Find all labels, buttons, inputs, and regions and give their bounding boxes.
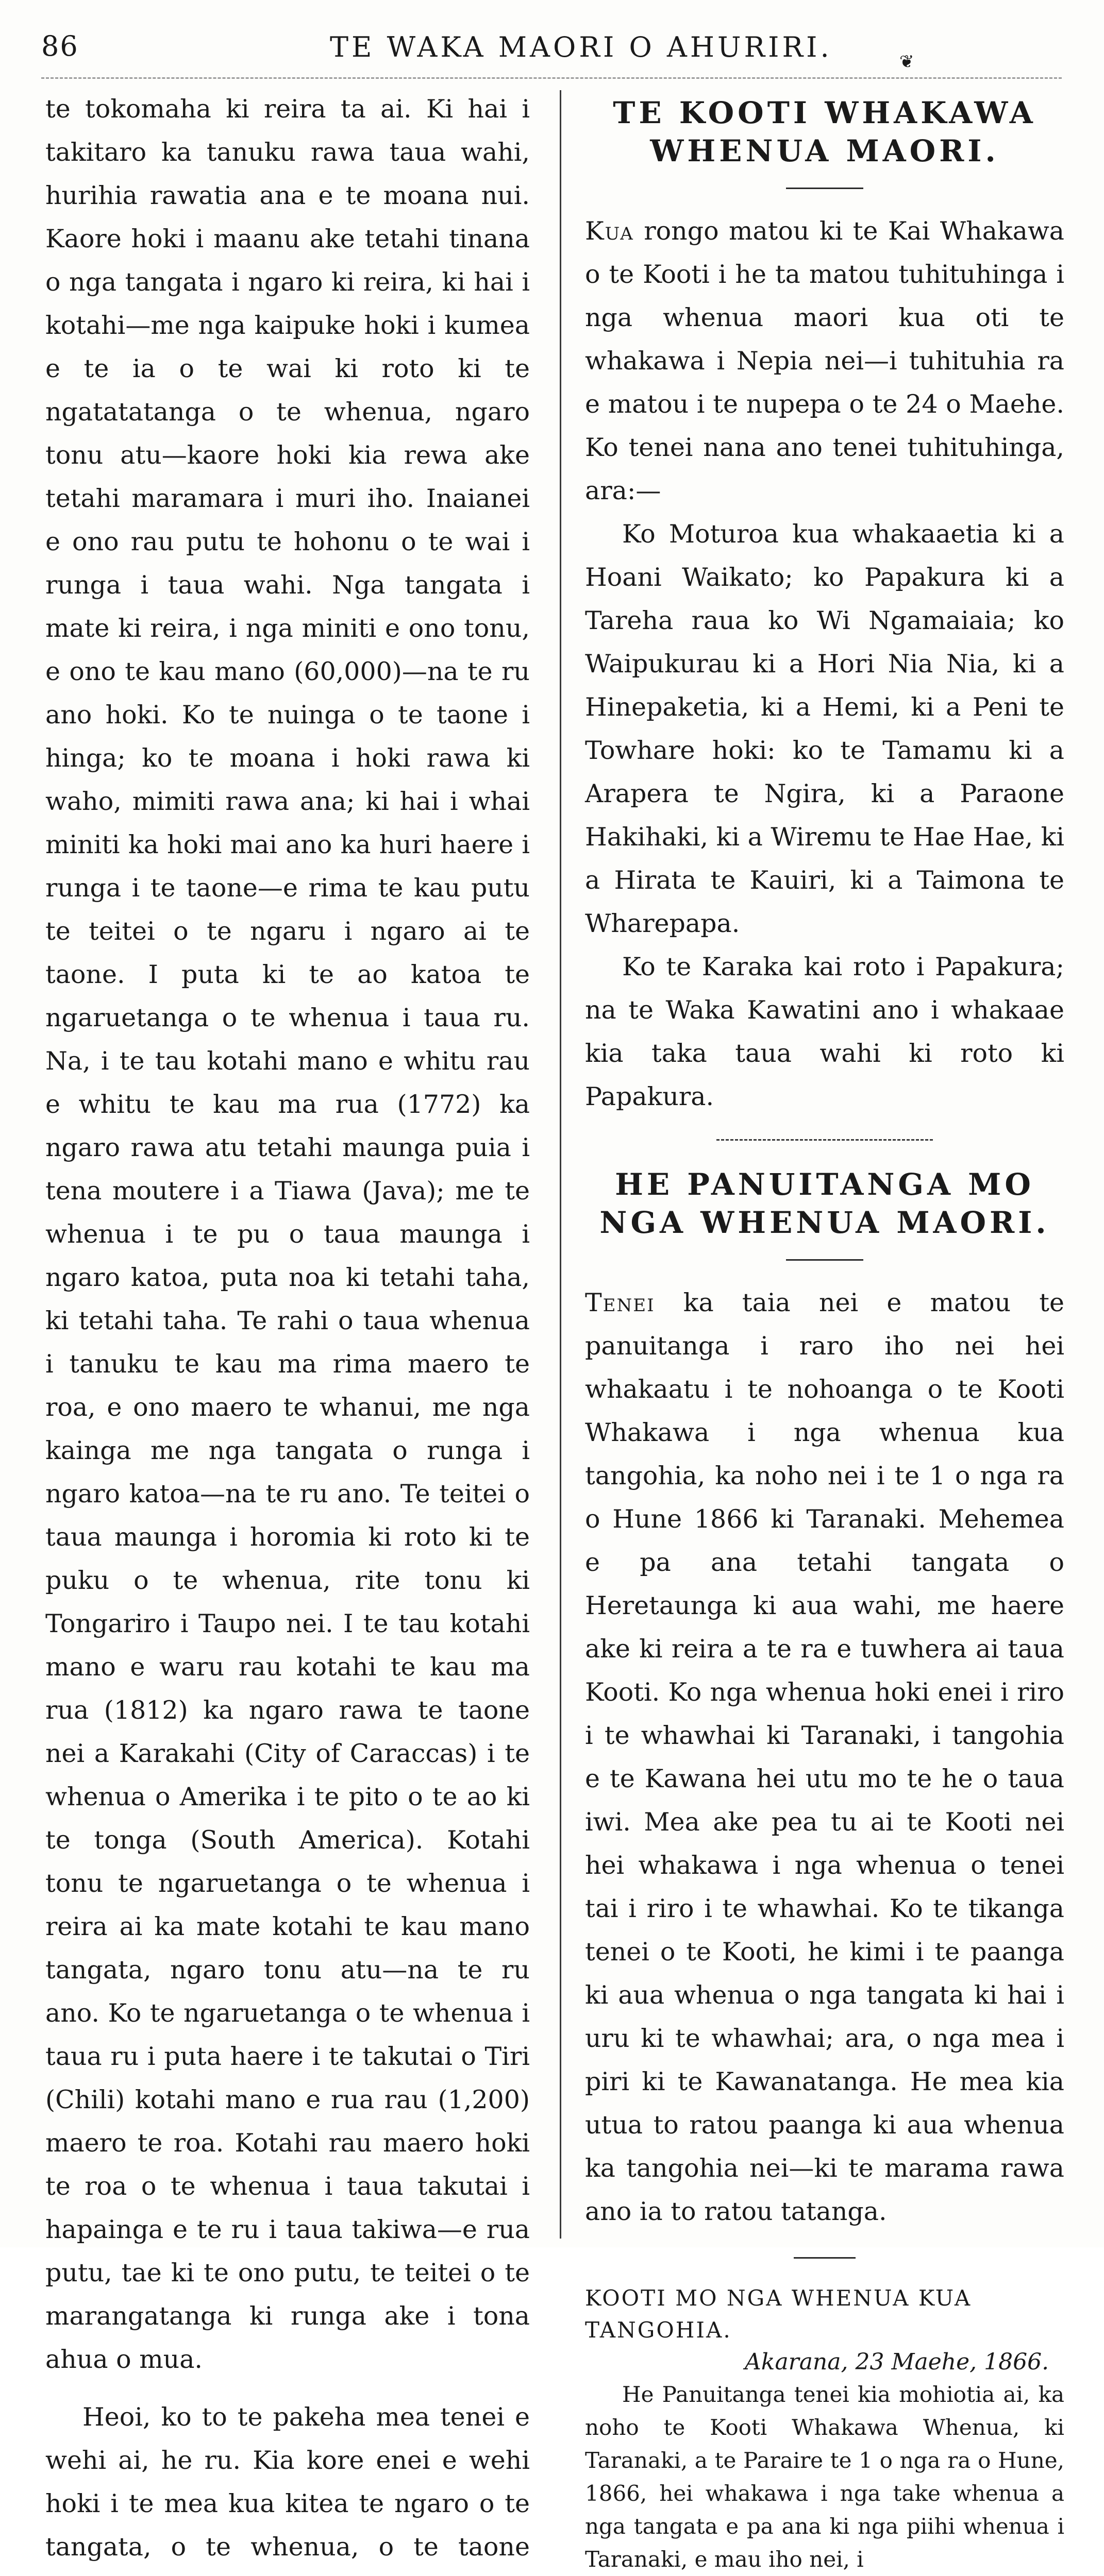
section-rule: [786, 188, 863, 189]
header-rule: [41, 77, 1062, 79]
land-notice-intro: [585, 1281, 1064, 2233]
court-notice-body: He Panuitanga tenei kia mohiotia ai, ka noho te Kooti Whakawa Whenua, ki Taranaki, a te Paraire te 1 o nga ra o Hune, 1866, hei whakawa i nga take whenua a nga tangata e pa ana ki nga piihi whenua i Taranaki, e mau iho nei, i: [585, 2382, 1064, 2572]
land-notice-article: [585, 1165, 1064, 2233]
article-separator: [716, 1139, 933, 1141]
earthquake-article-paragraph: te tokomaha ki reira ta ai. Ki hai i takitaro ka tanuku rawa taua wahi, hurihia rawatia ana e te moana nui. Kaore hoki i maanu ake tetahi tinana o nga tangata i ngaro ki reira, ki hai i kotahi—me nga kaipuke hoki i kumea e te ia o te wai ki roto ki te ngatatatanga o te whenua, ngaro tonu atu—kaore hoki kia rewa ake tetahi maramara i muri iho. Inaianei e ono rau putu te hohonu o te wai i runga i taua wahi. Nga tangata i mate ki reira, i nga miniti e ono tonu, e ono te kau mano (60,000)—na te ru ano hoki. Ko te nuinga o te taone i hinga; ko te moana i hoki rawa ki waho, mimiti rawa ana; ki hai i whai miniti ka hoki mai ano ka huri haere i runga i te taone—e rima te kau putu te teitei o te ngaru i ngaro ai te taone. I puta ki te ao katoa te ngaruetanga o te whenua i taua ru. Na, i te tau kotahi mano e whitu rau e whitu te kau ma rua (1772) ka ngaro rawa atu tetahi maunga puia i tena moutere i a Tiawa (Java); me te whenua i te pu o taua maunga i ngaro katoa, puta noa ki tetahi taha, ki tetahi taha. Te rahi o taua whenua i tanuku te kau ma rima maero te roa, e ono maero te whanui, me nga kainga me nga tangata o runga i ngaro katoa—na te ru ano. Te teitei o taua maunga i horomia ki roto ki te puku o te whenua, rite tonu ki Tongariro i Taupo nei. I te tau kotahi mano e waru rau kotahi te kau ma rua (1812) ka ngaro rawa te taone nei a Karakahi (City of Caraccas) i te whenua o Amerika i te pito o te ao ki te tonga (South America). Kotahi tonu te ngaruetanga o te whenua i reira ai ka mate kotahi te kau mano tangata, ngaro tonu atu—na te ru ano. Ko te ngaruetanga o te whenua i taua ru i puta haere i te takutai o Tiri (Chili) kotahi mano e rua rau (1,200) maero te roa. Kotahi rau maero hoki te roa o te whenua i taua takutai i hapainga e te ru i taua takiwa—e rua putu, tae ki te ono putu, te teitei o te marangatanga ki runga ake i tona ahua o mua.: [45, 94, 530, 2374]
notice-rule: [794, 2257, 856, 2259]
section-rule: [786, 1259, 863, 1261]
newspaper-title: TE WAKA MAORI O AHURIRI.: [330, 31, 832, 63]
land-notice-intro-text: ka taia nei e matou te panuitanga i raro iho nei hei whakaatu i te nohoanga o te Kooti Whakawa i nga whenua kua tangohia, ka noho nei i te 1 o nga ra o Hune 1866 ki Taranaki. Mehemea e pa ana tetahi tangata o Heretaunga ki aua wahi, me haere ake ki reira a te ra e tuwhera ai taua Kooti. Ko nga whenua hoki enei i riro i te whawhai ki Taranaki, i tangohia e te Kawana hei utu mo te he o taua iwi. Mea ake pea tu ai te Kooti nei hei whakawa i nga whenua o tenei tai i riro i te whawhai. Ko te tikanga tenei o te Kooti, he kimi i te paanga ki aua whenua o nga tangata ki hai i uru ki te whawhai; ara, o nga mea i piri ki te Kawanatanga. He mea kia utua to ratou paanga ki aua whenua ka tangohia nei—ki te marama rawa ano ia to ratou tatanga.: [585, 1288, 1064, 2226]
court-notice: [585, 2282, 1064, 2576]
court-notice-date: Akarana, 23 Maehe, 1866.: [745, 2349, 1049, 2375]
land-court-intro-lead: Kua: [585, 216, 634, 246]
page-number: 86: [41, 30, 79, 62]
land-notice-heading: HE PANUITANGA MO NGA WHENUA MAORI.: [599, 1167, 1050, 1240]
column-divider: [560, 90, 561, 2239]
ornament-icon: ❦: [899, 52, 914, 72]
left-column: [45, 88, 530, 2576]
land-court-heading: TE KOOTI WHAKAWA WHENUA MAORI.: [613, 95, 1036, 168]
land-court-intro: [585, 210, 1064, 513]
running-head: [41, 30, 1072, 76]
land-court-karaka: Ko te Karaka kai roto i Papakura; na te Waka Kawatini ano i whakaae kia taka taua wahi ki roto ki Papakura.: [585, 952, 1064, 1111]
land-court-article: [585, 94, 1064, 1118]
earthquake-article-closing: Heoi, ko to te pakeha mea tenei e wehi ai, he ru. Kia kore enei e wehi hoki i te mea kua kitea te ngaro o te tangata, o te whenua, o te taone: [45, 2402, 530, 2562]
right-column: [585, 88, 1064, 2576]
court-notice-heading: KOOTI MO NGA WHENUA KUA TANGOHIA.: [585, 2285, 972, 2343]
land-notice-intro-lead: Tenei: [585, 1288, 655, 1317]
land-court-awards: Ko Moturoa kua whakaaetia ki a Hoani Waikato; ko Papakura ki a Tareha raua ko Wi Ngamaiaia; ko Waipukurau ki a Hori Nia Nia, ki a Hinepaketia, ki a Hemi, ki a Peni te Towhare hoki: ko te Tamamu ki a Arapera te Ngira, ki a Paraone Hakihaki, ki a Wiremu te Hae Hae, ki a Hirata te Kauiri, ki a Taimona te Wharepapa.: [585, 519, 1064, 938]
land-court-intro-text: rongo matou ki te Kai Whakawa o te Kooti i he ta matou tuhituhinga i nga whenua maori kua oti te whakawa i Nepia nei—i tuhituhia ra e matou i te nupepa o te 24 o Maehe. Ko tenei nana ano tenei tuhituhinga, ara:—: [585, 216, 1064, 505]
